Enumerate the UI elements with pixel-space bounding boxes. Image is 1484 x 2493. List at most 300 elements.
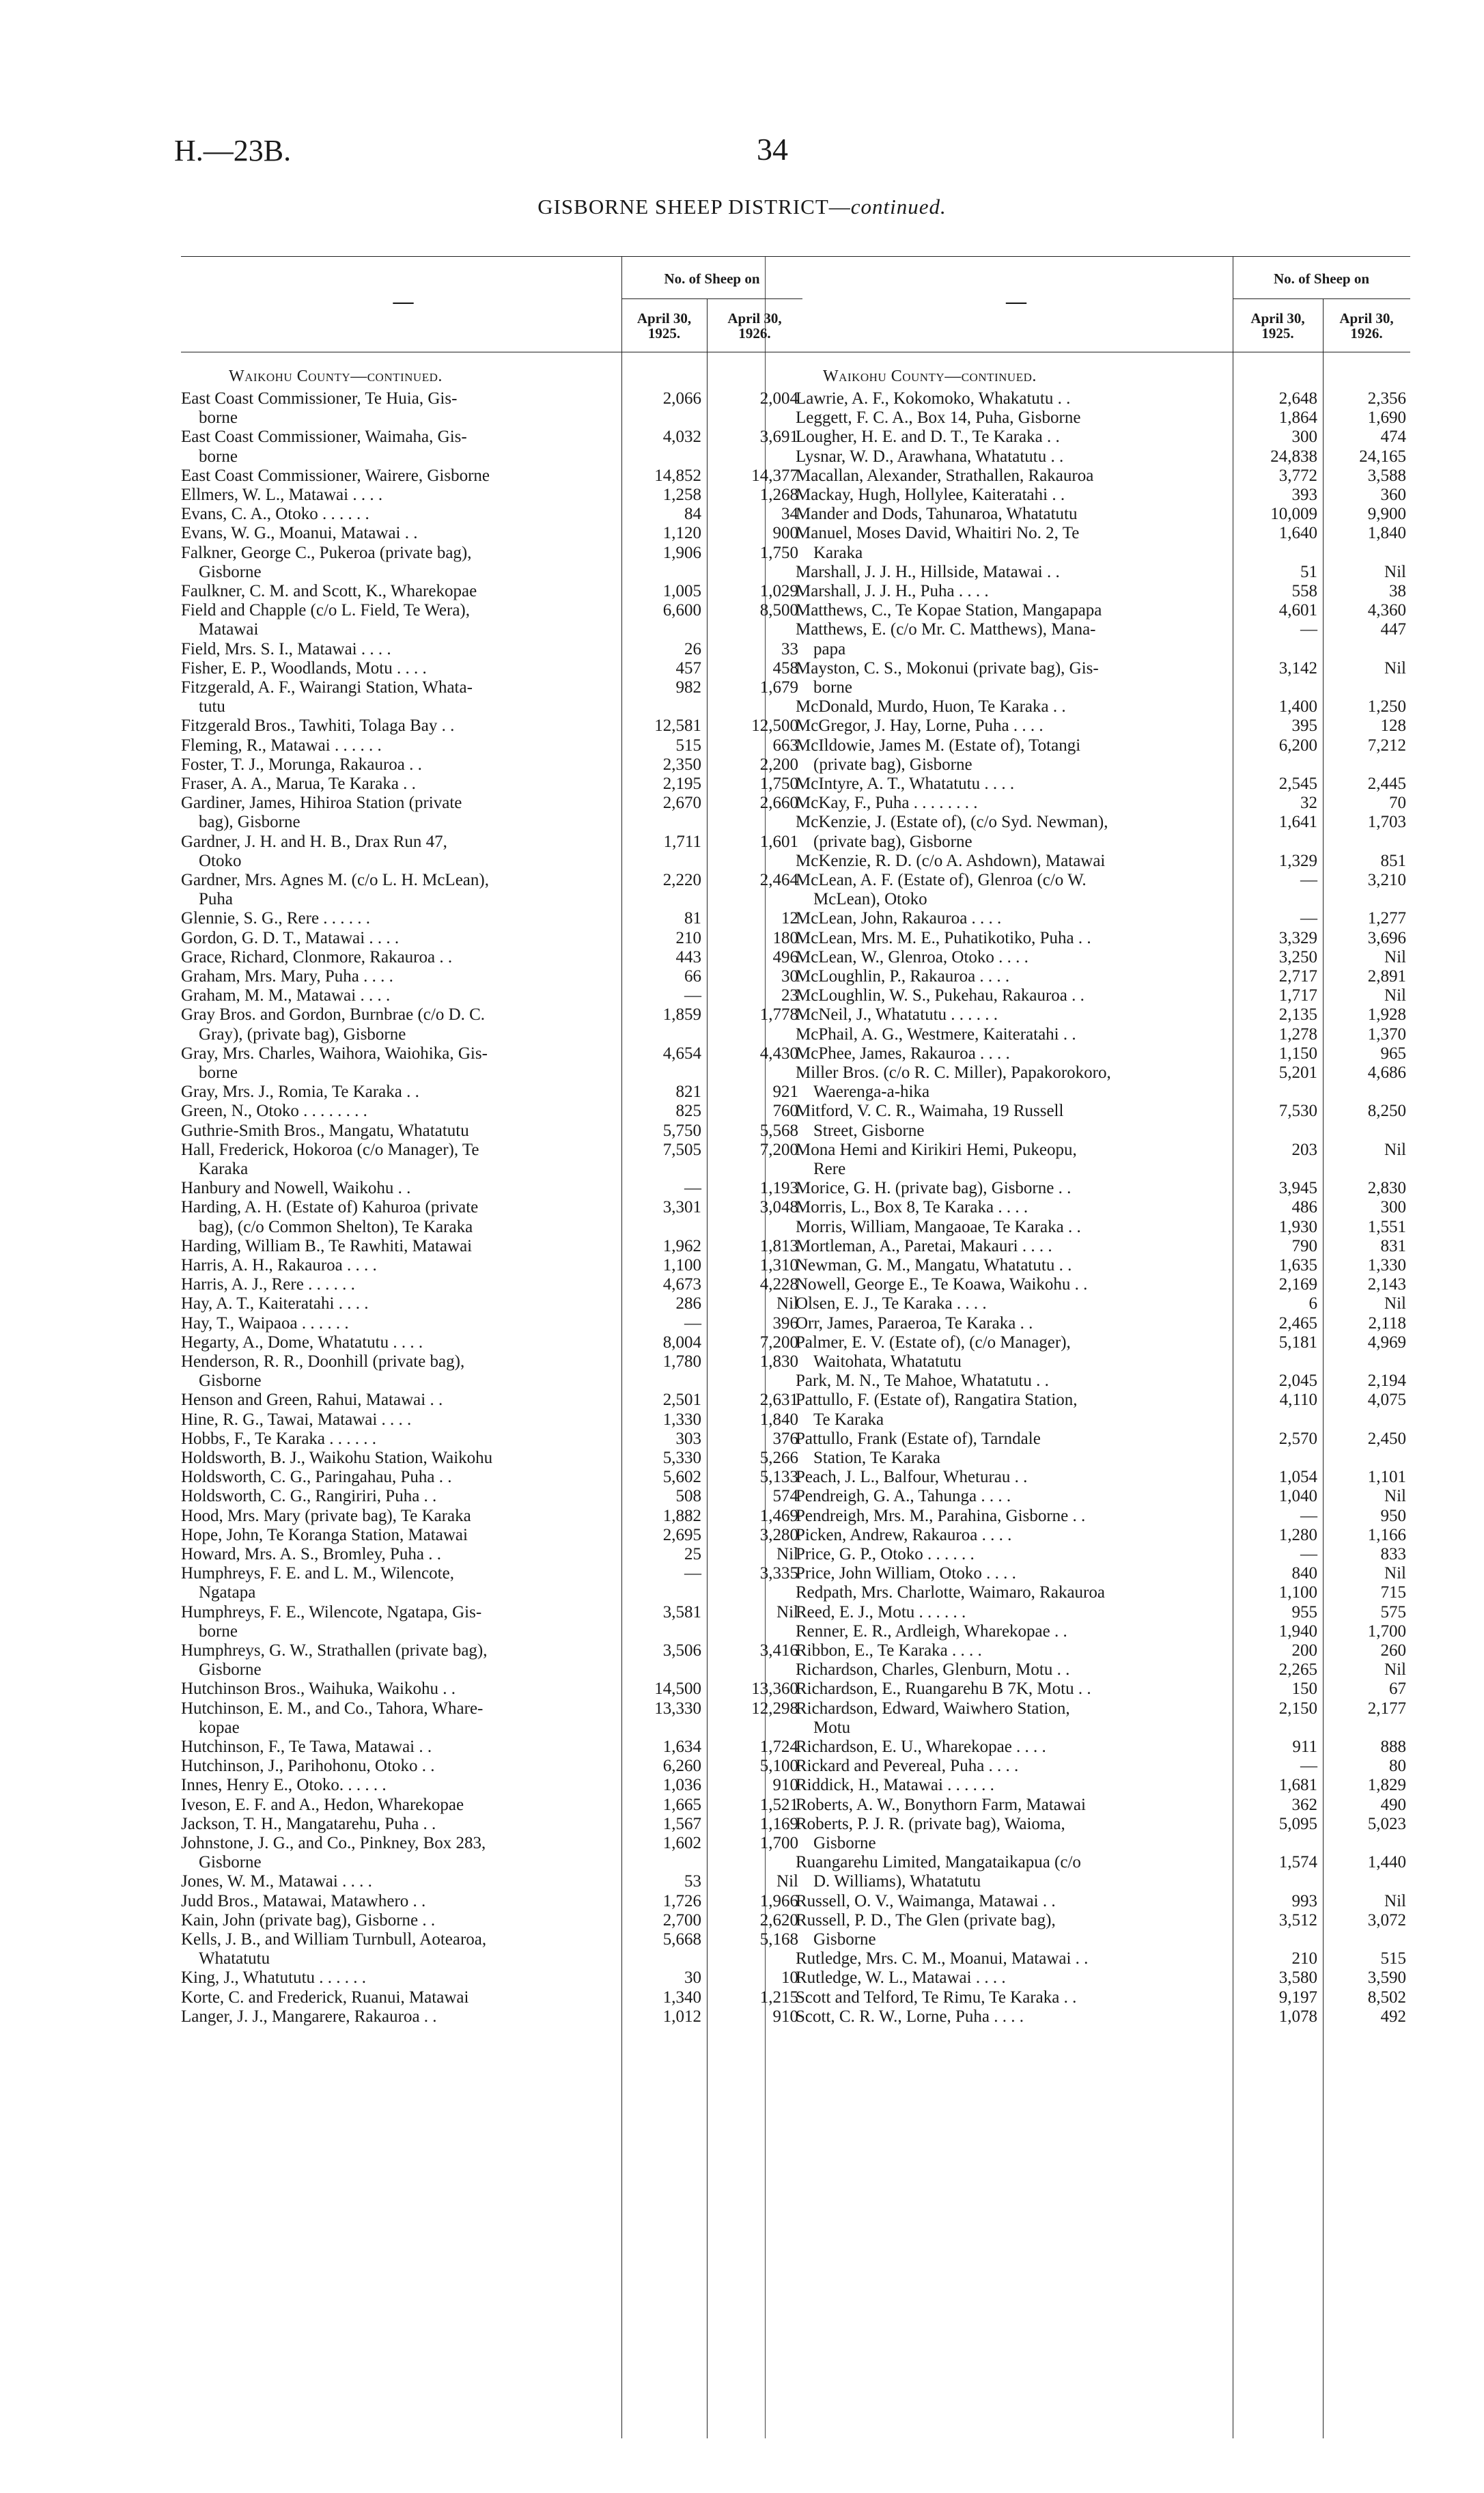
sheep-1925: 5,095 xyxy=(1278,1814,1317,1833)
holder-name-line1: Nowell, George E., Te Koawa, Waikohu . . xyxy=(796,1275,1088,1294)
table-row xyxy=(181,929,802,948)
sheep-1925: 825 xyxy=(675,1102,701,1121)
sheep-1925: 51 xyxy=(1300,562,1317,581)
sheep-1925: 203 xyxy=(1291,1140,1317,1159)
sheep-1926: 833 xyxy=(1380,1545,1406,1563)
holder-name-line1: Russell, O. V., Waimanga, Matawai . . xyxy=(796,1891,1056,1910)
holder-name-line1: Scott and Telford, Te Rimu, Te Karaka . . xyxy=(796,1988,1077,2007)
sheep-1925: 1,726 xyxy=(662,1891,701,1910)
sheep-1925: 14,500 xyxy=(654,1680,701,1699)
holder-name-line1: Russell, P. D., The Glen (private bag), xyxy=(796,1910,1056,1930)
sheep-1926: 1,250 xyxy=(1367,697,1406,716)
header-april-1925: April 30, 1925. xyxy=(636,310,692,342)
table-row xyxy=(181,601,802,639)
sheep-1926: 4,228 xyxy=(759,1275,798,1294)
holder-name-line1: Fitzgerald Bros., Tawhiti, Tolaga Bay . . xyxy=(181,716,455,736)
holder-name-line1: Park, M. N., Te Mahoe, Whatatutu . . xyxy=(796,1371,1049,1391)
sheep-1925: 486 xyxy=(1291,1198,1317,1217)
header-top-rule xyxy=(181,256,802,257)
sheep-1925: 81 xyxy=(684,909,701,928)
table-row xyxy=(181,1641,802,1680)
holder-name-line1: Gray, Mrs. J., Romia, Te Karaka . . xyxy=(181,1083,419,1102)
sheep-1926: 33 xyxy=(781,639,798,658)
sheep-1925: 25 xyxy=(684,1545,701,1563)
table-row xyxy=(796,1776,1410,1795)
table-row xyxy=(796,1333,1410,1371)
table-row xyxy=(796,716,1410,736)
sheep-1925: — xyxy=(684,986,701,1005)
holder-name-line1: Hutchinson, E. M., and Co., Tahora, Whare- xyxy=(181,1699,484,1718)
sheep-1925: 1,641 xyxy=(1278,813,1317,832)
holder-name-line1: Lougher, H. E. and D. T., Te Karaka . . xyxy=(796,428,1060,447)
holder-name-line2: papa xyxy=(813,639,846,658)
sheep-1926: 180 xyxy=(772,928,798,947)
sheep-1926: 1,469 xyxy=(759,1506,798,1525)
sheep-1925: 2,545 xyxy=(1278,775,1317,793)
table-row xyxy=(181,1430,802,1449)
table-row xyxy=(796,620,1410,658)
holder-name-line1: Rutledge, W. L., Matawai . . . . xyxy=(796,1968,1006,1988)
table-row xyxy=(181,1680,802,1699)
holder-name-line1: Manuel, Moses David, Whaitiri No. 2, Te xyxy=(796,524,1080,543)
holder-name-line1: Richardson, E., Ruangarehu B 7K, Motu . . xyxy=(796,1680,1091,1699)
sheep-1926: 2,660 xyxy=(759,794,798,813)
sheep-1925: 2,717 xyxy=(1278,967,1317,986)
sheep-1925: 6,260 xyxy=(662,1757,701,1776)
table-row xyxy=(796,967,1410,986)
sheep-1926: 38 xyxy=(1389,582,1406,600)
sheep-1926: 5,023 xyxy=(1367,1814,1406,1833)
table-row xyxy=(796,1025,1410,1044)
sheep-1926: 1,966 xyxy=(759,1891,798,1910)
sheep-1926: 515 xyxy=(1380,1949,1406,1968)
sheep-1925: 982 xyxy=(675,678,701,697)
sheep-1926: 1,840 xyxy=(759,1410,798,1429)
holder-name-line1: Harris, A. H., Rakauroa . . . . xyxy=(181,1256,377,1275)
holder-name-line1: Riddick, H., Matawai . . . . . . xyxy=(796,1776,994,1795)
sheep-1926: 888 xyxy=(1380,1738,1406,1756)
holder-name-line1: Iveson, E. F. and A., Hedon, Wharekopae xyxy=(181,1795,464,1814)
header-group-label: No. of Sheep on xyxy=(664,270,760,287)
table-row xyxy=(796,1988,1410,2007)
sheep-1925: 840 xyxy=(1291,1564,1317,1583)
table-row xyxy=(796,697,1410,716)
sheep-1925: 1,864 xyxy=(1278,408,1317,428)
holder-name-line1: Marshall, J. J. H., Puha . . . . xyxy=(796,582,989,600)
table-row xyxy=(796,1507,1410,1526)
holder-name-line1: Redpath, Mrs. Charlotte, Waimaro, Rakauroa xyxy=(796,1583,1105,1602)
sheep-1925: 7,505 xyxy=(662,1140,701,1159)
holder-name xyxy=(181,1122,615,1141)
table-row xyxy=(181,1757,802,1776)
table-row xyxy=(181,1333,802,1352)
table-row xyxy=(796,1314,1410,1333)
table-row xyxy=(181,775,802,794)
table-row xyxy=(796,909,1410,928)
sheep-1926: 12,500 xyxy=(751,716,798,736)
sheep-1926: 70 xyxy=(1389,794,1406,813)
header-group-label: No. of Sheep on xyxy=(1273,270,1370,287)
holder-name xyxy=(181,833,615,871)
holder-name xyxy=(796,447,1226,466)
sheep-1926: Nil xyxy=(1384,1487,1406,1506)
holder-name-line2: Puha xyxy=(199,890,233,909)
holder-name-line1: Reed, E. J., Motu . . . . . . xyxy=(796,1602,966,1621)
holder-name xyxy=(796,794,1226,813)
holder-name-line1: Ruangarehu Limited, Mangataikapua (c/o xyxy=(796,1853,1081,1872)
sheep-1925: 1,100 xyxy=(1278,1583,1317,1602)
holder-name xyxy=(796,1141,1226,1179)
header-top-rule xyxy=(796,256,1410,257)
holder-name-line1: McLoughlin, W. S., Pukehau, Rakauroa . . xyxy=(796,986,1084,1005)
holder-name-line1: Harding, William B., Te Rawhiti, Matawai xyxy=(181,1236,473,1255)
holder-name xyxy=(796,1487,1226,1506)
holder-name xyxy=(796,948,1226,967)
sheep-1926: 376 xyxy=(772,1429,798,1448)
holder-name-line2: Otoko xyxy=(199,851,242,870)
holder-name-line1: Hope, John, Te Koranga Station, Matawai xyxy=(181,1525,468,1544)
holder-name-line1: Scott, C. R. W., Lorne, Puha . . . . xyxy=(796,2007,1024,2026)
table-row xyxy=(796,1680,1410,1699)
holder-name xyxy=(796,697,1226,716)
holder-name-line1: Humphreys, F. E. and L. M., Wilencote, xyxy=(181,1564,454,1583)
sheep-1925: 3,301 xyxy=(662,1198,701,1217)
group-rule xyxy=(1233,298,1410,299)
holder-name-line1: Humphreys, F. E., Wilencote, Ngatapa, Gis- xyxy=(181,1602,482,1621)
sheep-1925: 508 xyxy=(675,1487,701,1506)
sheep-1926: 910 xyxy=(772,2007,798,2026)
sheep-1925: 1,940 xyxy=(1278,1621,1317,1641)
table-row xyxy=(796,1430,1410,1468)
sheep-1926: 1,700 xyxy=(759,1834,798,1852)
sheep-1925: 3,581 xyxy=(662,1602,701,1621)
holder-name-line1: Gray Bros. and Gordon, Burnbrae (c/o D. C. xyxy=(181,1005,486,1025)
sheep-1926: 2,450 xyxy=(1367,1429,1406,1448)
sheep-1926: 921 xyxy=(772,1083,798,1102)
holder-name-line1: Gardiner, James, Hihiroa Station (private xyxy=(181,794,462,813)
sheep-1926: 5,133 xyxy=(759,1468,798,1487)
table-row xyxy=(796,1660,1410,1680)
sheep-1925: 5,750 xyxy=(662,1121,701,1140)
table-row xyxy=(181,544,802,582)
sheep-1926: 7,212 xyxy=(1367,736,1406,755)
holder-name-line1: McKenzie, R. D. (c/o A. Ashdown), Matawai xyxy=(796,851,1106,870)
holder-name xyxy=(181,755,615,775)
holder-name xyxy=(181,1641,615,1680)
table-row xyxy=(796,1641,1410,1660)
holder-name xyxy=(796,1815,1226,1853)
sheep-1926: 1,029 xyxy=(759,582,798,600)
table-row xyxy=(181,389,802,428)
sheep-1925: 26 xyxy=(684,639,701,658)
holder-name xyxy=(181,1198,615,1236)
sheep-1926: 2,143 xyxy=(1367,1275,1406,1294)
sheep-1926: 3,588 xyxy=(1367,466,1406,485)
sheep-1926: 23 xyxy=(781,986,798,1005)
holder-name-line2: bag), Gisborne xyxy=(199,813,300,832)
sheep-1926: 14,377 xyxy=(751,466,798,485)
sheep-1925: 24,838 xyxy=(1270,447,1317,466)
holder-name-line1: Ribbon, E., Te Karaka . . . . xyxy=(796,1641,982,1660)
sheep-1926: 575 xyxy=(1380,1602,1406,1621)
holder-name-line1: Matthews, E. (c/o Mr. C. Matthews), Mana- xyxy=(796,620,1096,639)
holder-name-line1: McDonald, Murdo, Huon, Te Karaka . . xyxy=(796,697,1066,716)
right-table xyxy=(796,256,1410,2438)
sheep-1925: 2,570 xyxy=(1278,1429,1317,1448)
holder-name xyxy=(181,716,615,736)
table-row xyxy=(796,1699,1410,1738)
holder-name-line1: Hutchinson, J., Parihohonu, Otoko . . xyxy=(181,1757,435,1776)
sheep-1926: 900 xyxy=(772,524,798,543)
sheep-1926: Nil xyxy=(1384,1294,1406,1313)
sheep-1925: 2,465 xyxy=(1278,1313,1317,1333)
sheep-1925: — xyxy=(1300,620,1317,639)
holder-name-line2: kopae xyxy=(199,1718,240,1737)
holder-name xyxy=(181,1930,615,1968)
holder-name-line1: Olsen, E. J., Te Karaka . . . . xyxy=(796,1294,987,1313)
table-row xyxy=(796,736,1410,775)
sheep-1925: 1,005 xyxy=(662,582,701,600)
sheep-1926: 1,778 xyxy=(759,1005,798,1025)
table-row xyxy=(796,389,1410,408)
table-row xyxy=(796,1526,1410,1545)
holder-name-line1: Pendreigh, G. A., Tahunga . . . . xyxy=(796,1487,1011,1506)
holder-name-line1: McKenzie, J. (Estate of), (c/o Syd. Newman), xyxy=(796,813,1108,832)
sheep-1925: — xyxy=(684,1564,701,1583)
holder-name-line1: Henderson, R. R., Doonhill (private bag), xyxy=(181,1352,465,1371)
sheep-1926: 396 xyxy=(772,1313,798,1333)
holder-name-line1: Evans, W. G., Moanui, Matawai . . xyxy=(181,524,418,543)
holder-name-line1: Mayston, C. S., Mokonui (private bag), Gis- xyxy=(796,658,1099,678)
holder-name xyxy=(796,852,1226,871)
holder-name-line2: (private bag), Gisborne xyxy=(813,832,972,851)
sheep-1926: Nil xyxy=(1384,1660,1406,1680)
holder-name-line1: Hutchinson Bros., Waihuka, Waikohu . . xyxy=(181,1680,456,1699)
holder-name-line2: Gisborne xyxy=(813,1834,876,1852)
holder-name-line1: East Coast Commissioner, Waimaha, Gis- xyxy=(181,428,467,447)
holder-name-line1: Price, John William, Otoko . . . . xyxy=(796,1564,1016,1583)
sheep-1926: 663 xyxy=(772,736,798,755)
holder-name xyxy=(796,1391,1226,1429)
table-row xyxy=(181,1044,802,1083)
holder-name xyxy=(796,1237,1226,1256)
sheep-1925: 2,045 xyxy=(1278,1371,1317,1391)
table-row xyxy=(181,1776,802,1795)
sheep-1926: 496 xyxy=(772,947,798,966)
table-row xyxy=(796,1044,1410,1063)
holder-name xyxy=(181,1005,615,1044)
sheep-1926: 1,830 xyxy=(759,1352,798,1371)
table-row xyxy=(796,1063,1410,1102)
holder-name xyxy=(181,967,615,986)
holder-name xyxy=(181,1564,615,1602)
holder-name xyxy=(796,1314,1226,1333)
sheep-1925: 1,717 xyxy=(1278,986,1317,1005)
sheep-1925: 393 xyxy=(1291,486,1317,504)
sheep-1925: 2,265 xyxy=(1278,1660,1317,1680)
holder-name-line1: McPhee, James, Rakauroa . . . . xyxy=(796,1044,1010,1063)
holder-name xyxy=(181,678,615,716)
holder-name xyxy=(796,659,1226,697)
holder-name-line1: Harris, A. J., Rere . . . . . . xyxy=(181,1275,355,1294)
holder-name-line1: Fleming, R., Matawai . . . . . . xyxy=(181,736,382,755)
table-row xyxy=(796,582,1410,601)
holder-name xyxy=(796,1911,1226,1949)
table-row xyxy=(796,871,1410,909)
sheep-1926: 2,830 xyxy=(1367,1179,1406,1198)
holder-name-line1: Price, G. P., Otoko . . . . . . xyxy=(796,1545,975,1563)
header-april-1925: April 30, 1925. xyxy=(1250,310,1305,342)
table-row xyxy=(796,447,1410,466)
holder-name xyxy=(181,1776,615,1795)
holder-name xyxy=(796,1757,1226,1776)
table-row xyxy=(181,1526,802,1545)
sheep-1925: 150 xyxy=(1291,1680,1317,1699)
sheep-1925: 790 xyxy=(1291,1236,1317,1255)
holder-name xyxy=(796,1699,1226,1738)
sheep-1926: 8,250 xyxy=(1367,1102,1406,1121)
sheep-1926: 2,200 xyxy=(759,755,798,774)
holder-name xyxy=(796,1044,1226,1063)
holder-name xyxy=(181,1333,615,1352)
table-row xyxy=(796,428,1410,447)
sheep-1926: 950 xyxy=(1380,1506,1406,1525)
sheep-1925: 3,945 xyxy=(1278,1179,1317,1198)
table-row xyxy=(181,524,802,543)
sheep-1926: 5,168 xyxy=(759,1930,798,1949)
holder-name xyxy=(181,736,615,755)
holder-name xyxy=(181,659,615,678)
holder-name xyxy=(796,1179,1226,1198)
sheep-1926: 24,165 xyxy=(1359,447,1406,466)
sheep-1925: 1,400 xyxy=(1278,697,1317,716)
sheep-1926: 1,813 xyxy=(759,1236,798,1255)
table-row xyxy=(796,466,1410,486)
sheep-1925: 515 xyxy=(675,736,701,755)
holder-name-line1: Gardner, J. H. and H. B., Drax Run 47, xyxy=(181,832,447,851)
sheep-1926: 715 xyxy=(1380,1583,1406,1602)
holder-name-line1: Hobbs, F., Te Karaka . . . . . . xyxy=(181,1429,377,1448)
table-row xyxy=(181,582,802,601)
table-row xyxy=(796,1468,1410,1487)
sheep-1925: 30 xyxy=(684,1968,701,1988)
sheep-1926: 474 xyxy=(1380,428,1406,447)
holder-name-line1: Richardson, E. U., Wharekopae . . . . xyxy=(796,1738,1046,1756)
sheep-1925: 5,668 xyxy=(662,1930,701,1949)
sheep-1925: 4,032 xyxy=(662,428,701,447)
holder-name-line1: Kain, John (private bag), Gisborne . . xyxy=(181,1910,436,1930)
table-row xyxy=(181,833,802,871)
holder-name xyxy=(181,544,615,582)
holder-name-line1: Korte, C. and Frederick, Ruanui, Matawai xyxy=(181,1988,469,2007)
holder-name-line2: Gisborne xyxy=(813,1930,876,1949)
holder-name-line2: D. Williams), Whatatutu xyxy=(813,1872,981,1891)
holder-name-line1: Picken, Andrew, Rakauroa . . . . xyxy=(796,1525,1012,1544)
holder-name xyxy=(181,1680,615,1699)
sheep-1926: 2,004 xyxy=(759,389,798,408)
holder-name xyxy=(796,466,1226,486)
table-row xyxy=(181,1237,802,1256)
sheep-1926: 1,829 xyxy=(1367,1776,1406,1795)
holder-name-line1: Holdsworth, B. J., Waikohu Station, Waikohu xyxy=(181,1449,493,1467)
holder-name xyxy=(181,775,615,794)
table-row xyxy=(181,1699,802,1738)
holder-name-line1: McKay, F., Puha . . . . . . . . xyxy=(796,794,978,813)
sheep-1926: 2,620 xyxy=(759,1910,798,1930)
holder-name-line1: Hay, A. T., Kaiteratahi . . . . xyxy=(181,1294,369,1313)
holder-name xyxy=(796,1583,1226,1602)
sheep-1926: 3,416 xyxy=(759,1641,798,1660)
holder-name xyxy=(181,1911,615,1930)
sheep-1925: 2,648 xyxy=(1278,389,1317,408)
table-row xyxy=(796,1892,1410,1911)
sheep-1926: 4,969 xyxy=(1367,1333,1406,1352)
holder-name xyxy=(181,948,615,967)
table-row xyxy=(796,852,1410,871)
sheep-1926: 9,900 xyxy=(1367,505,1406,524)
sheep-1925: 1,012 xyxy=(662,2007,701,2026)
holder-name xyxy=(796,1641,1226,1660)
sheep-1926: 1,277 xyxy=(1367,909,1406,928)
table-row xyxy=(181,1815,802,1834)
holder-name xyxy=(796,524,1226,562)
table-row xyxy=(181,486,802,505)
sheep-1925: 32 xyxy=(1300,794,1317,813)
sheep-1925: 443 xyxy=(675,947,701,966)
sheep-1925: 5,181 xyxy=(1278,1333,1317,1352)
table-row xyxy=(796,1738,1410,1757)
sheep-1926: 1,310 xyxy=(759,1256,798,1275)
header-name-dash: — xyxy=(1006,290,1026,313)
holder-name xyxy=(796,505,1226,524)
sheep-1926: 3,280 xyxy=(759,1525,798,1544)
table-row xyxy=(181,871,802,909)
holder-name xyxy=(181,466,615,486)
holder-name-line1: Fitzgerald, A. F., Wairangi Station, Whata- xyxy=(181,678,473,697)
holder-name-line1: McPhail, A. G., Westmere, Kaiteratahi . . xyxy=(796,1025,1076,1044)
holder-name-line2: borne xyxy=(813,678,852,697)
sheep-1926: 1,679 xyxy=(759,678,798,697)
table-row xyxy=(796,524,1410,562)
table-row xyxy=(796,1583,1410,1602)
table-row xyxy=(796,1005,1410,1025)
sheep-1925: 1,882 xyxy=(662,1506,701,1525)
holder-name-line1: Gardner, Mrs. Agnes M. (c/o L. H. McLean), xyxy=(181,871,489,889)
sheep-1926: 1,840 xyxy=(1367,524,1406,543)
holder-name xyxy=(796,986,1226,1005)
table-row xyxy=(181,1872,802,1891)
sheep-1925: 2,169 xyxy=(1278,1275,1317,1294)
sheep-1925: 1,711 xyxy=(663,832,701,851)
holder-name xyxy=(181,1294,615,1313)
sheep-1926: 2,194 xyxy=(1367,1371,1406,1391)
holder-name-line1: Kells, J. B., and William Turnbull, Aotearoa, xyxy=(181,1930,487,1949)
holder-name-line1: East Coast Commissioner, Wairere, Gisborne xyxy=(181,466,490,485)
holder-name-line1: Richardson, Charles, Glenburn, Motu . . xyxy=(796,1660,1070,1680)
holder-name-line1: Glennie, S. G., Rere . . . . . . xyxy=(181,909,371,928)
table-row xyxy=(796,948,1410,967)
sheep-1925: 4,654 xyxy=(662,1044,701,1063)
sheep-1926: 360 xyxy=(1380,486,1406,504)
holder-name-line1: Foster, T. J., Morunga, Rakauroa . . xyxy=(181,755,422,774)
sheep-1925: 2,135 xyxy=(1278,1005,1317,1025)
table-row xyxy=(181,505,802,524)
table-row xyxy=(796,1179,1410,1198)
holder-name xyxy=(181,1430,615,1449)
holder-name xyxy=(796,620,1226,658)
sheep-1926: 34 xyxy=(781,505,798,524)
table-row xyxy=(181,1198,802,1236)
